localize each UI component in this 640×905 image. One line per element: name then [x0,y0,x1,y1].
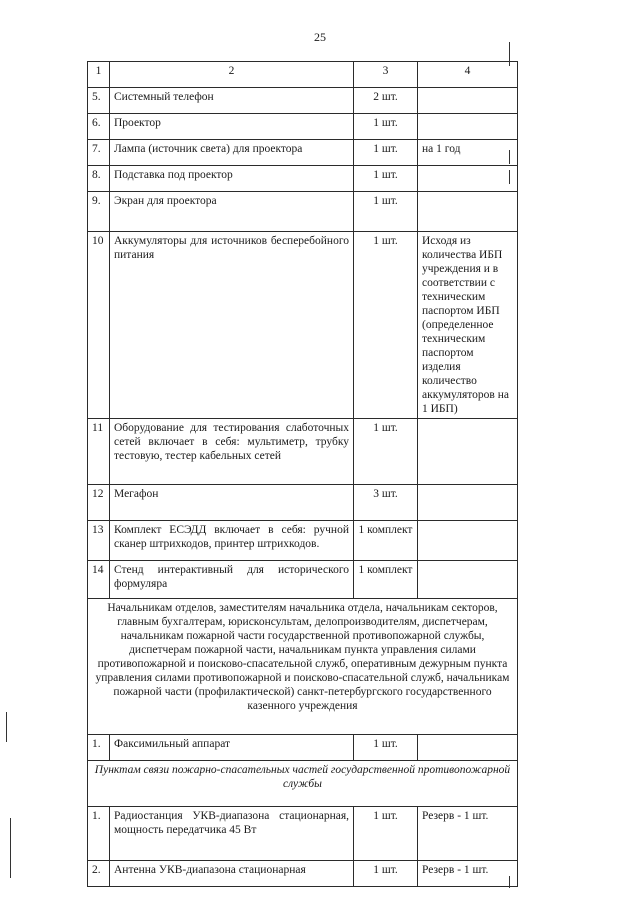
header-cell: 3 [354,62,418,88]
row-qty: 1 шт. [354,140,418,166]
row-number: 10 [88,232,110,419]
row-qty: 2 шт. [354,88,418,114]
row-note [418,192,518,232]
row-note [418,114,518,140]
section-title: Пунктам связи пожарно-спасательных частей государственной противопожарной службы [88,761,518,807]
row-number: 8. [88,166,110,192]
row-name: Факсимильный аппарат [110,735,354,761]
row-number: 5. [88,88,110,114]
row-number: 9. [88,192,110,232]
header-cell: 4 [418,62,518,88]
row-note [418,485,518,521]
row-number: 13 [88,521,110,561]
row-name: Радиостанция УКВ-диапазона стационарная, мощность передатчика 45 Вт [110,807,354,861]
row-qty: 1 комплект [354,521,418,561]
row-note [418,88,518,114]
row-note: Исходя из количества ИБП учреждения и в соответствии с техническим паспортом ИБП (определенное техническим паспортом изделия количество аккумуляторов на 1 ИБП) [418,232,518,419]
table-row [88,807,518,861]
scan-margin-mark [509,42,510,66]
row-number: 1. [88,735,110,761]
section-row [88,599,518,735]
row-name: Стенд интерактивный для исторического формуляра [110,561,354,599]
row-qty: 1 комплект [354,561,418,599]
row-note [418,735,518,761]
row-qty: 1 шт. [354,735,418,761]
row-qty: 1 шт. [354,114,418,140]
table-row [88,419,518,485]
table-row [88,192,518,232]
table-row [88,140,518,166]
row-note: Резерв - 1 шт. [418,861,518,887]
row-number: 6. [88,114,110,140]
row-number: 2. [88,861,110,887]
row-number: 7. [88,140,110,166]
row-note [418,166,518,192]
scan-margin-mark [509,150,510,164]
row-qty: 1 шт. [354,192,418,232]
header-cell: 2 [110,62,354,88]
row-name: Экран для проектора [110,192,354,232]
table-row [88,561,518,599]
table-row [88,521,518,561]
row-name: Оборудование для тестирования слаботочных сетей включает в себя: мультиметр, трубку тестовую, тестер кабельных сетей [110,419,354,485]
row-name: Лампа (источник света) для проектора [110,140,354,166]
row-number: 1. [88,807,110,861]
row-name: Системный телефон [110,88,354,114]
table-row [88,166,518,192]
row-name: Антенна УКВ-диапазона стационарная [110,861,354,887]
table-row [88,735,518,761]
header-row [88,62,518,88]
scan-margin-mark [10,818,11,878]
row-qty: 1 шт. [354,232,418,419]
row-number: 12 [88,485,110,521]
row-qty: 1 шт. [354,419,418,485]
row-qty: 3 шт. [354,485,418,521]
row-note: Резерв - 1 шт. [418,807,518,861]
row-name: Подставка под проектор [110,166,354,192]
section-row [88,761,518,807]
section-title: Начальникам отделов, заместителям начальника отдела, начальникам секторов, главным бухгалтерам, юрисконсультам, делопроизводителям, диспетчерам, начальникам пожарной части государственной противопожарной службы, диспетчерам пожарной части, начальникам пункта управления силами противопожарной и поисково-спасательной служб, оперативным дежурным пункта управления силами противопожарной и поисково-спасательной служб, начальникам пожарной части (профилактической) санкт-петербургского государственного казенного учреждения [88,599,518,735]
row-qty: 1 шт. [354,166,418,192]
scan-margin-mark [509,876,510,888]
row-note [418,521,518,561]
row-qty: 1 шт. [354,861,418,887]
table-row [88,861,518,887]
scan-margin-mark [6,712,7,742]
row-qty: 1 шт. [354,807,418,861]
row-name: Аккумуляторы для источников бесперебойного питания [110,232,354,419]
table-row [88,114,518,140]
table-row [88,232,518,419]
equipment-table [87,61,518,887]
row-name: Мегафон [110,485,354,521]
row-name: Комплект ЕСЭДД включает в себя: ручной сканер штрихкодов, принтер штрихкодов. [110,521,354,561]
table-row [88,88,518,114]
header-cell: 1 [88,62,110,88]
row-note [418,419,518,485]
page-number: 25 [314,30,326,44]
row-note [418,561,518,599]
row-number: 14 [88,561,110,599]
row-number: 11 [88,419,110,485]
scan-margin-mark [509,170,510,184]
table-row [88,485,518,521]
row-note: на 1 год [418,140,518,166]
row-name: Проектор [110,114,354,140]
